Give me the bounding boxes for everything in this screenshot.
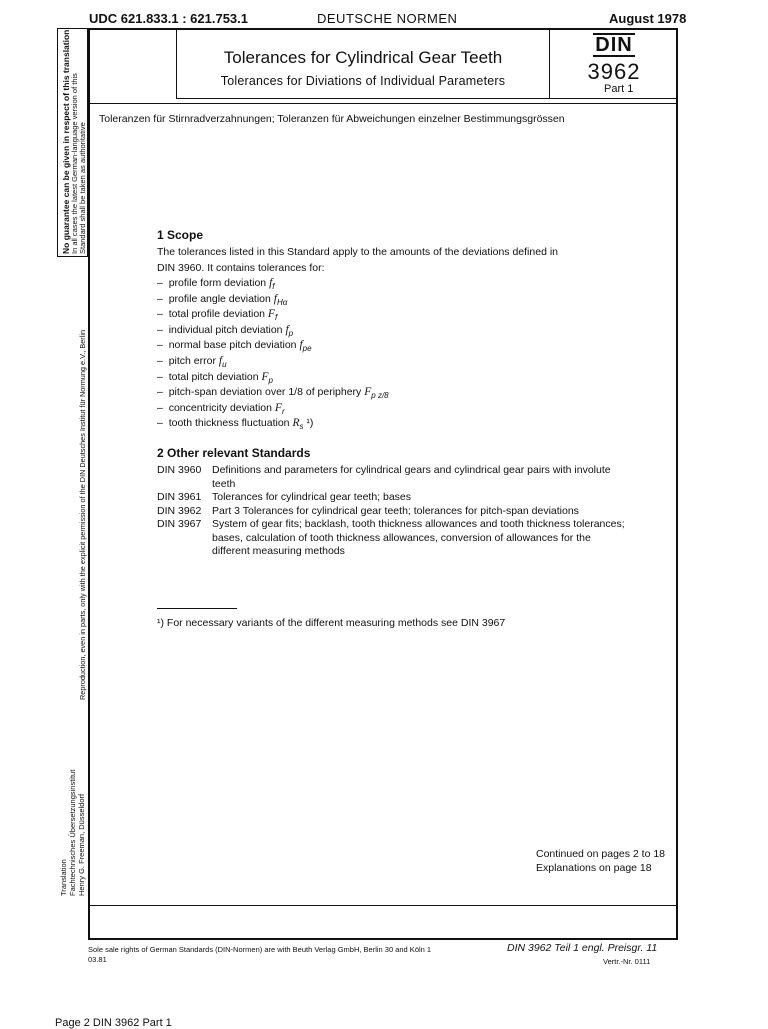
deviation-symbol-subscript: u [222,359,227,369]
authoritative-notice-2: Standard shall be taken as authoritative [78,122,87,254]
next-page-header: Page 2 DIN 3962 Part 1 [55,1017,172,1029]
udc-number: UDC 621.833.1 : 621.753.1 [89,11,248,26]
footnote: ¹) For necessary variants of the different measuring methods see DIN 3967 [157,617,506,629]
scope-list-item [157,401,389,417]
deviation-symbol-subscript: f [272,282,275,291]
deviation-name: pitch error [168,354,219,367]
deviation-name: tooth thickness fluctuation [168,417,293,430]
translator-credit [59,770,86,896]
translator-line-3: Henry G. Freeman, Düsseldorf [77,793,86,896]
din-box [550,28,678,99]
continued-pages: Continued on pages 2 to 18 [536,848,666,860]
scope-intro-line-1: The tolerances listed in this Standard apply to the amounts of the deviations defined in [157,246,558,258]
continuation-note [536,847,665,875]
standard-row [157,518,630,559]
deviation-symbol-subscript: f [274,313,278,323]
list-dash: – [157,277,169,289]
deviation-symbol: F [261,370,269,383]
sole-sale-rights: Sole sale rights of German Standards (DIN-Normen) are with Beuth Verlag GmbH, Berlin 30 and Köln 1 [88,945,432,954]
deviation-symbol: R [292,417,300,430]
deviation-symbol-subscript: Hα [276,297,288,307]
standard-code: DIN 3962 [157,504,202,517]
standards-list [157,464,630,559]
deviation-symbol: F [364,386,372,399]
deviation-symbol-subscript: p z/8 [371,391,389,401]
standard-code: DIN 3967 [157,518,202,530]
deviation-symbol: F [274,401,282,414]
scope-list-item [157,307,389,323]
german-title: Toleranzen für Stirnradverzahnungen; Toleranzen für Abweichungen einzelner Bestimmungsgrössen [99,113,565,125]
standards-heading: 2 Other relevant Standards [157,446,311,460]
deviation-symbol-subscript: p [268,375,273,385]
deviation-symbol: f [269,277,273,289]
list-dash: – [157,323,169,336]
deviation-name: profile angle deviation [168,292,274,305]
deviation-name: concentricity deviation [168,401,275,414]
list-dash: – [157,386,169,399]
deviation-symbol-subscript: s [299,422,304,432]
list-dash: – [157,308,169,321]
din-logo: DIN [595,34,633,56]
document-subtitle: Tolerances for Diviations of Individual Parameters [220,74,506,88]
standard-code: DIN 3961 [157,491,202,503]
standard-row [157,464,630,491]
issue-date: August 1978 [609,11,687,26]
list-dash: – [157,339,169,352]
frame-bottom-strip [88,905,678,940]
guarantee-notice: No guarantee can be given in respect of this translation. [61,27,71,254]
scope-intro [157,245,558,276]
header-divider [88,103,678,104]
list-dash: – [157,370,169,383]
standard-body: DEUTSCHE NORMEN [317,11,458,26]
deviation-symbol: f [273,292,277,305]
footnote-rule [157,608,237,609]
deviation-name: individual pitch deviation [168,323,286,336]
scope-intro-line-2: DIN 3960. It contains tolerances for: [157,261,325,274]
translator-line-2: Fachtechnisches Übersetzungsinstitut [68,769,77,896]
deviation-symbol-subscript: pe [302,344,312,354]
deviation-name: normal base pitch deviation [168,339,300,352]
footer-left [88,945,431,965]
standard-description: Tolerances for cylindrical gear teeth; bases [212,491,412,503]
deviation-symbol: f [285,323,289,336]
deviation-name: total pitch deviation [168,370,262,383]
scope-list-item [157,370,389,386]
standard-description: System of gear fits; backlash, tooth thickness allowances and tooth thickness tolerances; bases, calculation of tooth thickness allowances, conversion of allowances for the different measuring methods [212,518,625,557]
din-part: Part 1 [604,83,634,95]
deviation-symbol-subscript: p [288,328,294,338]
scope-heading: 1 Scope [157,228,204,242]
standard-description: Definitions and parameters for cylindrical gears and cylindrical gear pairs with involute teeth [212,464,611,490]
deviation-name: profile form deviation [168,277,270,289]
list-dash: – [157,292,169,305]
footer-code: 03.81 [88,955,107,964]
vertr-number: Vertr.-Nr. 0111 [603,957,651,966]
deviation-symbol: f [299,339,303,352]
reproduction-notice: Reproduction, even in parts, only with the explicit permission of the DIN Deutsches Institut für Normung e.V., Berlin [78,329,87,700]
deviation-symbol: f [218,354,223,367]
scope-list-item [157,385,389,401]
footer-right: DIN 3962 Teil 1 engl. Preisgr. 11 [507,942,658,954]
standard-code: DIN 3960 [157,464,202,476]
scope-list-item [157,416,389,432]
list-dash: – [157,417,169,430]
deviation-name: pitch-span deviation over 1/8 of periphery [168,386,365,399]
deviation-symbol-subscript: r [281,406,285,416]
explanations-page: Explanations on page 18 [536,862,652,874]
scope-list-item [157,323,389,339]
title-box [176,28,550,99]
scope-list-item [157,338,389,354]
list-dash: – [157,354,169,367]
standard-row [157,505,630,519]
authoritative-notice-1: In all cases the latest German-language version of this [70,73,79,254]
scope-list-item [157,276,389,292]
standard-description: Part 3 Tolerances for cylindrical gear teeth; tolerances for pitch-span deviations [212,504,579,517]
document-title: Tolerances for Cylindrical Gear Teeth [223,48,503,67]
scope-list-item [157,292,389,308]
deviation-name: total profile deviation [168,308,268,321]
list-dash: – [157,401,169,414]
translator-line-1: Translation [59,859,68,896]
footnote-ref: ¹) [303,417,314,430]
scope-list [157,276,389,432]
scope-list-item [157,354,389,370]
deviation-symbol: F [267,308,275,321]
standard-row [157,491,630,505]
din-number: 3962 [587,59,641,84]
